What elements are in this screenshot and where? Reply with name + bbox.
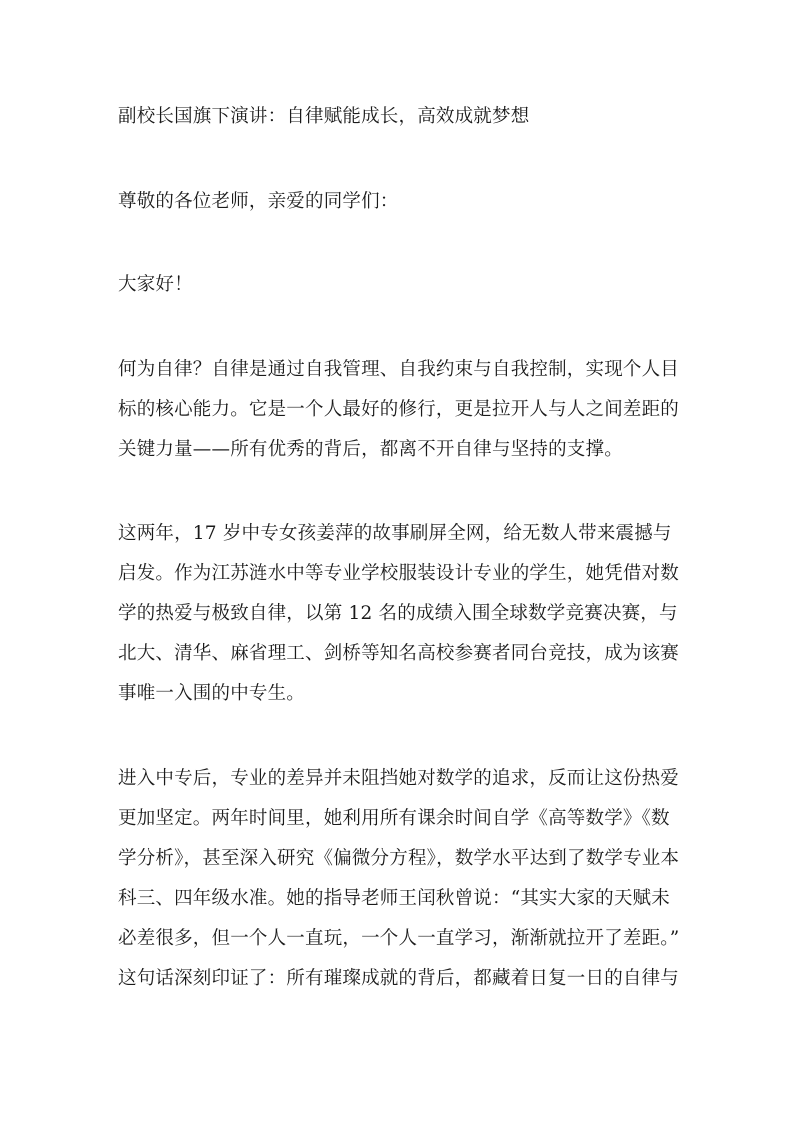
salutation: 尊敬的各位老师，亲爱的同学们： — [118, 191, 399, 212]
paragraph-line: 学分析》，甚至深入研究《偏微分方程》，数学水平达到了数学专业本 — [118, 848, 680, 869]
paragraph-line: 标的核心能力。它是一个人最好的修行，更是拉开人与人之间差距的 — [118, 399, 680, 420]
paragraph-line: 这两年，17 岁中专女孩姜萍的故事刷屏全网，给无数人带来震撼与 — [118, 523, 672, 544]
greeting: 大家好！ — [118, 274, 193, 295]
paragraph-line: 北大、清华、麻省理工、剑桥等知名高校参赛者同台竞技，成为该赛 — [118, 643, 680, 664]
paragraph-line: 关键力量——所有优秀的背后，都离不开自律与坚持的支撑。 — [118, 439, 623, 460]
paragraph-line: 事唯一入围的中专生。 — [118, 683, 306, 704]
paragraph-line: 这句话深刻印证了：所有璀璨成就的背后，都藏着日复一日的自律与 — [118, 968, 680, 989]
paragraph-line: 学的热爱与极致自律，以第 12 名的成绩入围全球数学竞赛决赛，与 — [118, 603, 678, 624]
paragraph-line: 科三、四年级水准。她的指导老师王闰秋曾说：“其实大家的天赋未 — [118, 888, 670, 909]
document-title: 副校长国旗下演讲：自律赋能成长，高效成就梦想 — [118, 106, 530, 127]
paragraph-line: 进入中专后，专业的差异并未阻挡她对数学的追求，反而让这份热爱 — [118, 768, 680, 789]
paragraph-line: 更加坚定。两年时间里，她利用所有课余时间自学《高等数学》《数 — [118, 808, 670, 829]
paragraph-line: 必差很多，但一个人一直玩，一个人一直学习，渐渐就拉开了差距。” — [118, 928, 680, 949]
paragraph-line: 启发。作为江苏涟水中等专业学校服装设计专业的学生，她凭借对数 — [118, 563, 680, 584]
paragraph-line: 何为自律？自律是通过自我管理、自我约束与自我控制，实现个人目 — [118, 359, 680, 380]
